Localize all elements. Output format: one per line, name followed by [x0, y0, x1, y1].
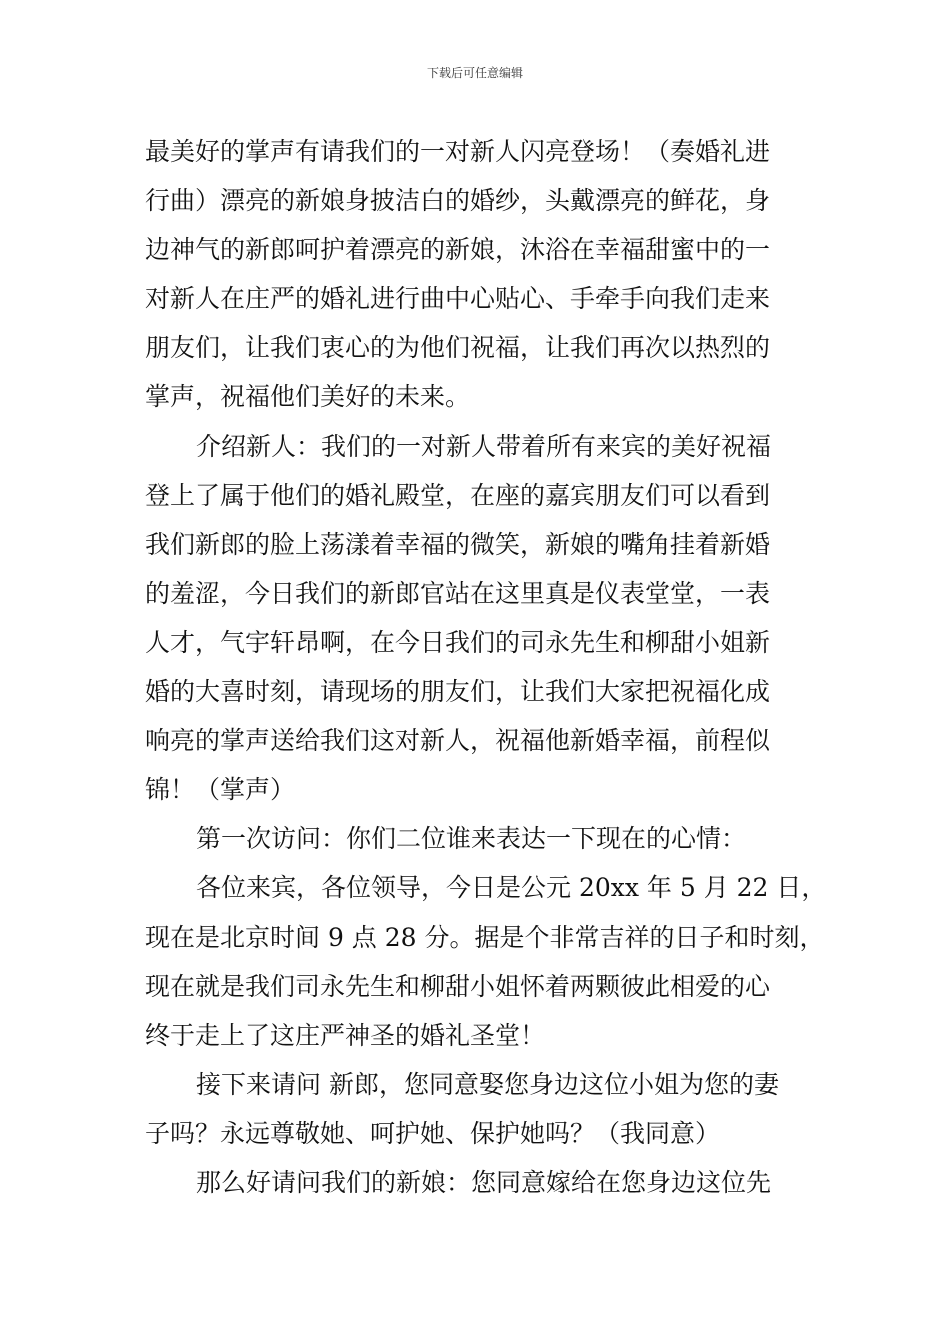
document-body	[145, 127, 827, 1207]
text-line: 的羞涩，今日我们的新郎官站在这里真是仪表堂堂，一表	[145, 578, 771, 608]
text-line: 行曲）漂亮的新娘身披洁白的婚纱，头戴漂亮的鲜花，身	[145, 186, 771, 216]
text-line: 终于走上了这庄严神圣的婚礼圣堂！	[145, 1020, 546, 1050]
text-line: 我们新郎的脸上荡漾着幸福的微笑，新娘的嘴角挂着新婚	[145, 529, 771, 559]
text-line: 对新人在庄严的婚礼进行曲中心贴心、手牵手向我们走来	[145, 284, 771, 314]
text-line: 婚的大喜时刻，请现场的朋友们，让我们大家把祝福化成	[145, 677, 771, 707]
text-line: 介绍新人：我们的一对新人带着所有来宾的美好祝福	[196, 431, 772, 461]
text-line: 接下来请问 新郎，您同意娶您身边这位小姐为您的妻	[196, 1069, 779, 1099]
text-line: 朋友们，让我们衷心的为他们祝福，让我们再次以热烈的	[145, 333, 771, 363]
text-line: 人才，气宇轩昂啊，在今日我们的司永先生和柳甜小姐新	[145, 627, 771, 657]
text-line: 锦！（掌声）	[145, 775, 296, 805]
text-line: 边神气的新郎呵护着漂亮的新娘，沐浴在幸福甜蜜中的一	[145, 235, 771, 265]
text-line: 各位来宾，各位领导，今日是公元 20xx 年 5 月 22 日，	[196, 873, 827, 903]
page-header: 下载后可任意编辑	[426, 66, 523, 80]
text-line: 子吗？永远尊敬她、呵护她、保护她吗？（我同意）	[145, 1118, 721, 1148]
text-line: 那么好请问我们的新娘：您同意嫁给在您身边这位先	[196, 1167, 772, 1197]
text-line: 掌声，祝福他们美好的未来。	[145, 382, 471, 412]
text-line: 第一次访问：你们二位谁来表达一下现在的心情：	[196, 824, 747, 854]
text-line: 最美好的掌声有请我们的一对新人闪亮登场！（奏婚礼进	[145, 137, 771, 166]
text-line: 登上了属于他们的婚礼殿堂，在座的嘉宾朋友们可以看到	[145, 480, 771, 510]
text-line: 响亮的掌声送给我们这对新人，祝福他新婚幸福，前程似	[145, 726, 771, 756]
text-line: 现在是北京时间 9 点 28 分。据是个非常吉祥的日子和时刻，	[145, 922, 825, 952]
text-line: 现在就是我们司永先生和柳甜小姐怀着两颗彼此相爱的心	[145, 971, 771, 1001]
